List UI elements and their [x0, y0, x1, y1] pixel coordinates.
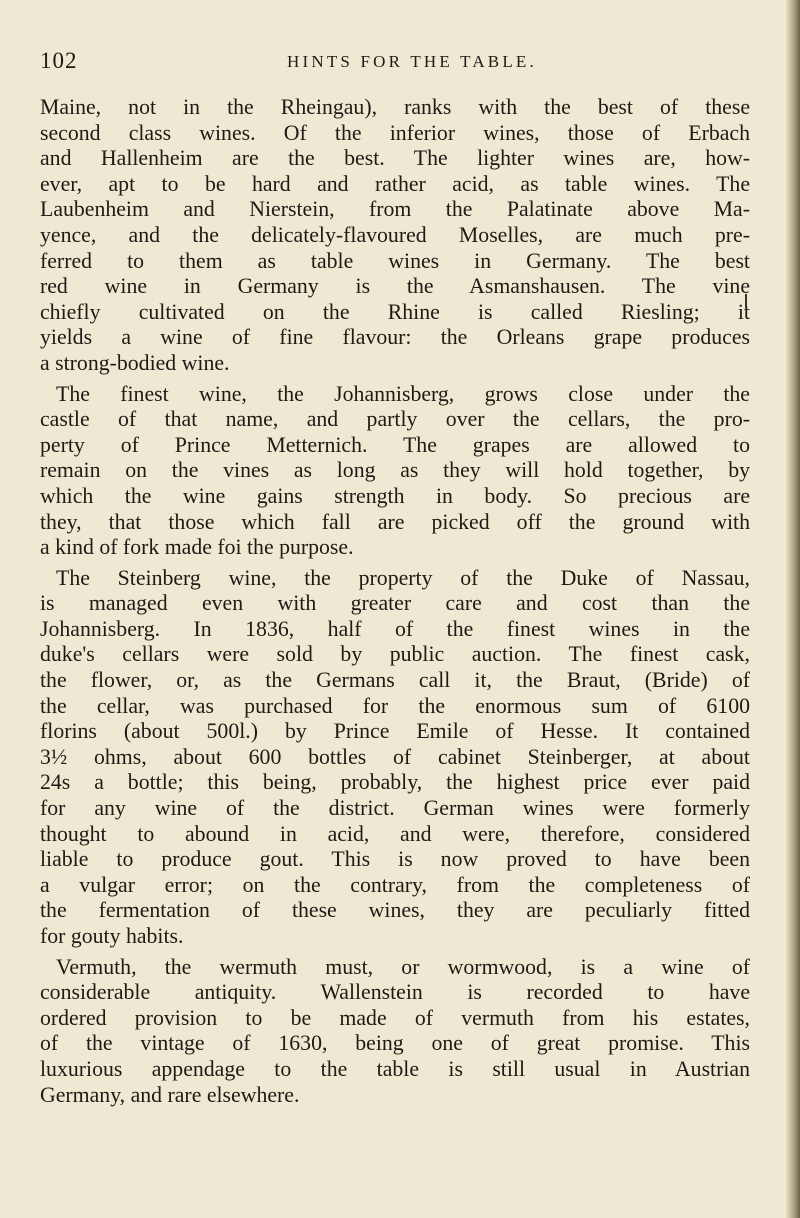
- text-line: castle of that name, and partly over the cellars, the pro-: [40, 407, 750, 432]
- text-line: red wine in Germany is the Asmanshausen. The vine: [40, 274, 750, 299]
- text-line: for gouty habits.: [40, 924, 184, 948]
- text-line: yields a wine of fine flavour: the Orleans grape produces: [40, 325, 750, 350]
- text-line: ordered provision to be made of vermuth from his estates,: [40, 1005, 750, 1030]
- text-line: luxurious appendage to the table is still usual in Austrian: [40, 1056, 750, 1081]
- text-line: Germany, and rare elsewhere.: [40, 1082, 300, 1107]
- text-line: is managed even with greater care and cost than the: [40, 591, 750, 616]
- page-number: 102: [40, 48, 78, 73]
- text-line: a vulgar error; on the contrary, from the completeness of: [40, 872, 750, 897]
- text-line: liable to produce gout. This is now proved to have been: [40, 847, 750, 872]
- text-line: The finest wine, the Johannisberg, grows close under the: [56, 381, 750, 406]
- text-line: the flower, or, as the Germans call it, the Braut, (Bride) of: [40, 668, 750, 693]
- text-line: of the vintage of 1630, being one of great promise. This: [40, 1031, 750, 1056]
- text-line: remain on the vines as long as they will hold together, by: [40, 458, 750, 483]
- text-line: a kind of fork made foi the purpose.: [40, 535, 354, 560]
- page-header: [0, 48, 800, 88]
- running-title: HINTS FOR THE TABLE.: [287, 52, 537, 71]
- text-line: second class wines. Of the inferior wines, those of Erbach: [40, 120, 750, 145]
- text-line: florins (about 500l.) by Prince Emile of Hesse. It contained: [40, 719, 750, 744]
- text-line: Vermuth, the wermuth must, or wormwood, is a wine of: [56, 954, 750, 979]
- text-line: chiefly cultivated on the Rhine is called Riesling; it: [40, 299, 750, 324]
- text-line: a strong-bodied wine.: [40, 350, 230, 375]
- text-line: Laubenheim and Nierstein, from the Palatinate above Ma-: [40, 197, 750, 222]
- text-line: ever, apt to be hard and rather acid, as table wines. The: [40, 171, 750, 196]
- text-line: The Steinberg wine, the property of the Duke of Nassau,: [56, 565, 750, 590]
- text-line: Maine, not in the Rheingau), ranks with the best of these: [40, 95, 750, 119]
- text-line: 3½ ohms, about 600 bottles of cabinet Steinberger, at about: [40, 744, 750, 769]
- paragraph: [40, 955, 750, 1109]
- text-line: Johannisberg. In 1836, half of the finest wines in the: [40, 616, 750, 641]
- text-line: the cellar, was purchased for the enormous sum of 6100: [40, 693, 750, 718]
- text-line: ferred to them as table wines in Germany. The best: [40, 248, 750, 273]
- text-line: perty of Prince Metternich. The grapes are allowed to: [40, 432, 750, 457]
- text-line: which the wine gains strength in body. So precious are: [40, 483, 750, 508]
- paragraph: [40, 566, 750, 950]
- text-line: thought to abound in acid, and were, therefore, considered: [40, 821, 750, 846]
- paragraph: [40, 382, 750, 561]
- page-body: [40, 95, 750, 1108]
- text-line: duke's cellars were sold by public auction. The finest cask,: [40, 642, 750, 667]
- text-line: for any wine of the district. German wines were formerly: [40, 796, 750, 821]
- text-line: considerable antiquity. Wallenstein is recorded to have: [40, 980, 750, 1005]
- paragraph: [40, 95, 750, 377]
- text-line: the fermentation of these wines, they are peculiarly fitted: [40, 898, 750, 923]
- text-line: 24s a bottle; this being, probably, the highest price ever paid: [40, 770, 750, 795]
- text-line: yence, and the delicately-flavoured Moselles, are much pre-: [40, 222, 750, 247]
- text-line: and Hallenheim are the best. The lighter wines are, how-: [40, 146, 750, 171]
- text-paragraphs: [40, 95, 750, 1108]
- text-line: they, that those which fall are picked off the ground with: [40, 509, 750, 534]
- page-edge-shadow: [786, 0, 800, 1218]
